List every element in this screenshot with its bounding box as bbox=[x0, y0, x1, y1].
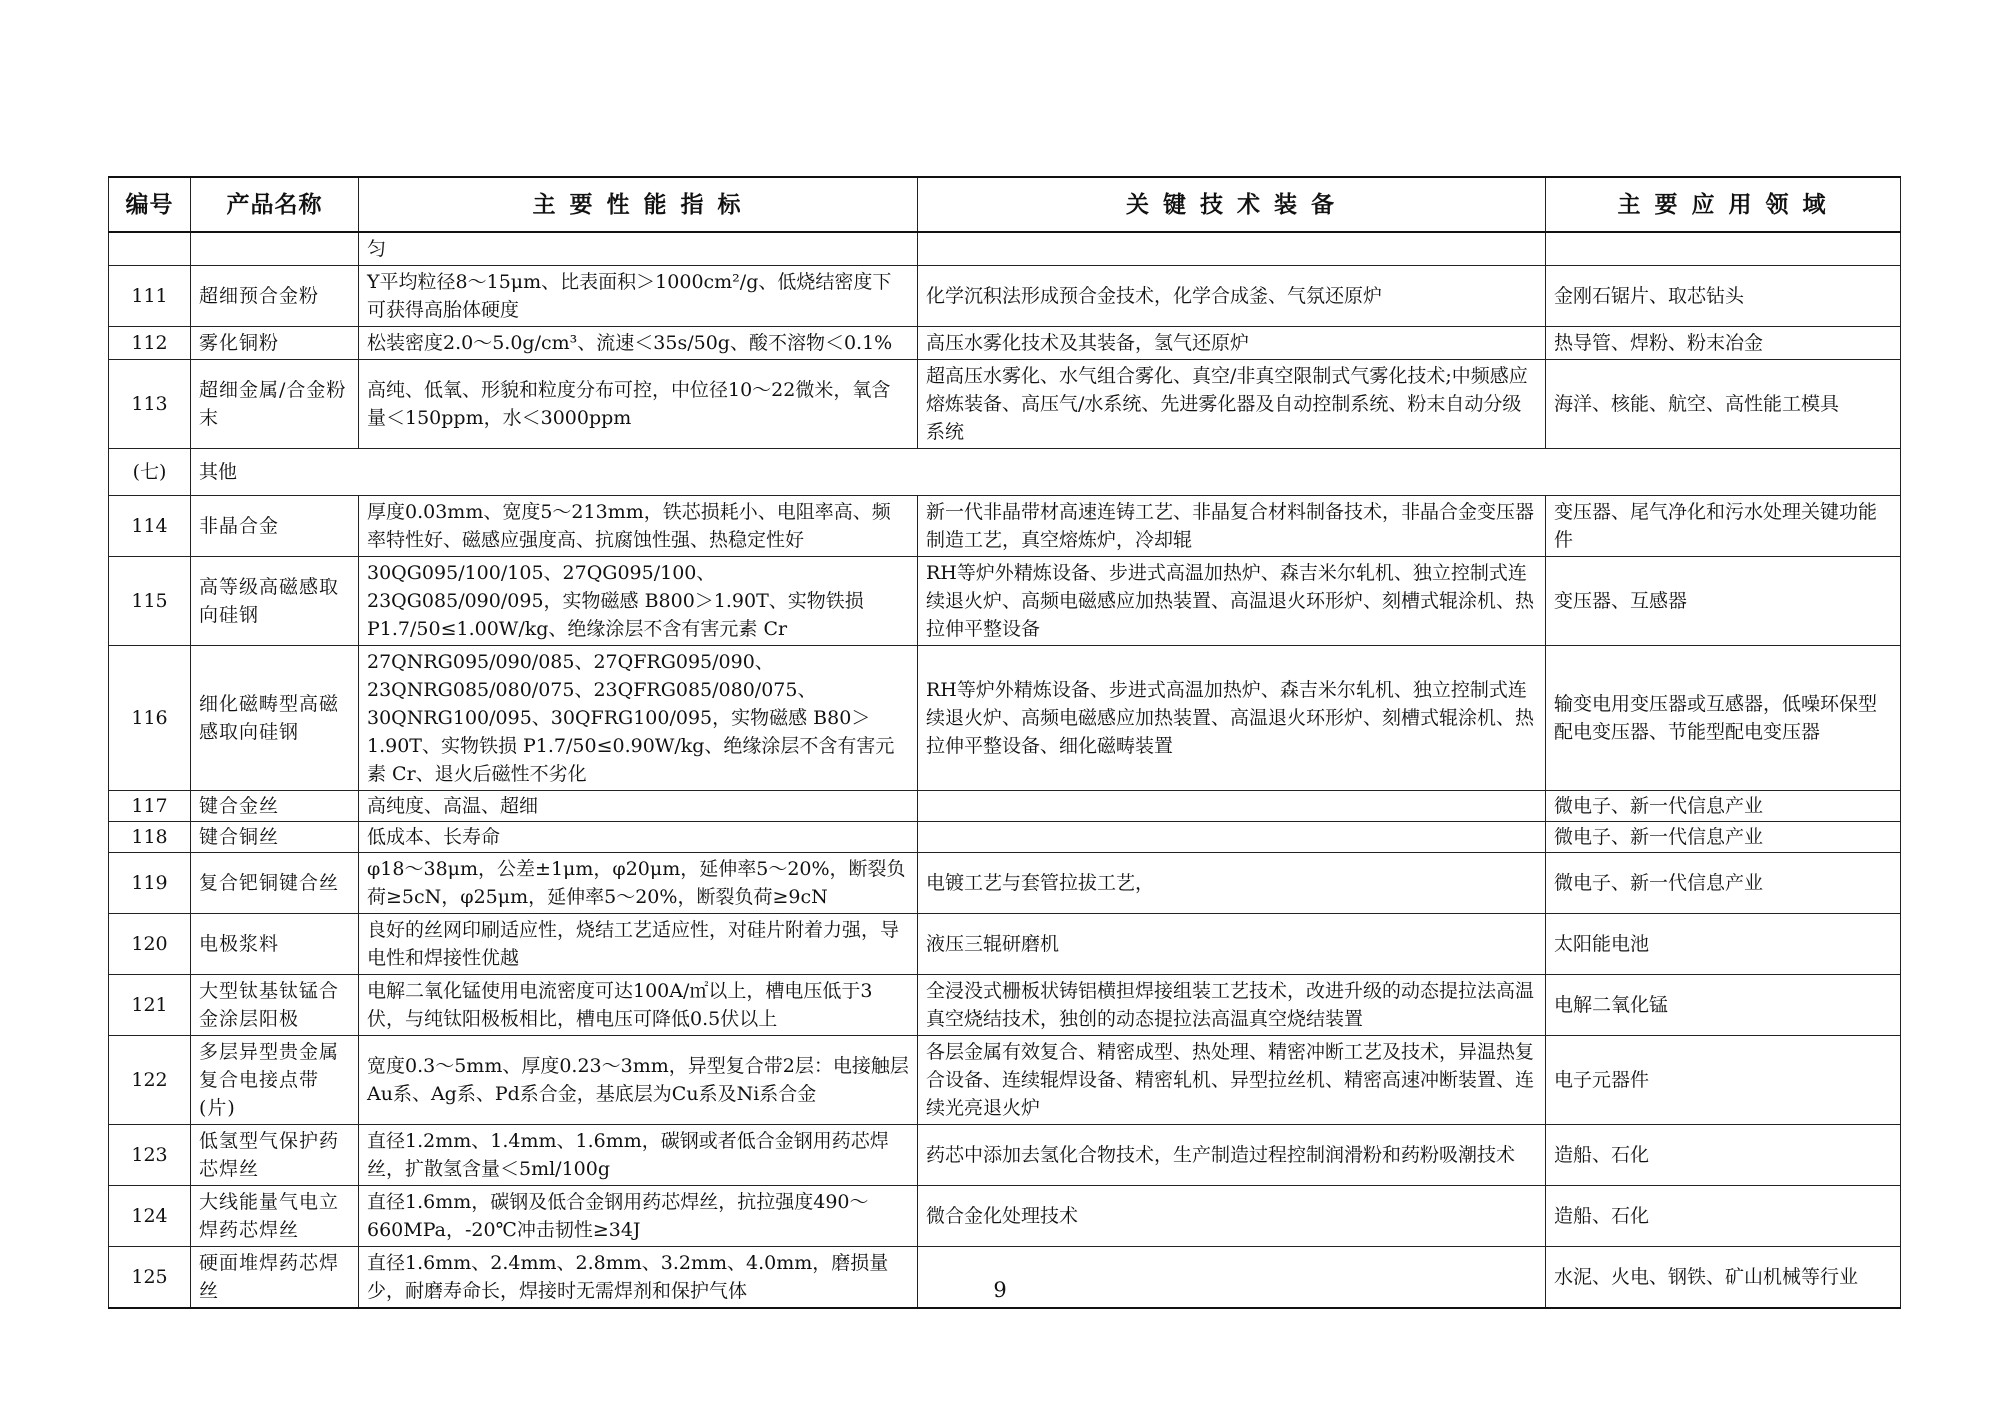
cell-equipment: 各层金属有效复合、精密成型、热处理、精密冲断工艺及技术，异温热复合设备、连续辊焊设备、精密轧机、异型拉丝机、精密高速冲断装置、连续光亮退火炉 bbox=[918, 1036, 1546, 1125]
cell-number: 119 bbox=[109, 853, 191, 914]
cell-number: 122 bbox=[109, 1036, 191, 1125]
table-row bbox=[109, 1186, 1901, 1247]
cell-performance: 直径1.6mm、2.4mm、2.8mm、3.2mm、4.0mm，磨损量少，耐磨寿命长，焊接时无需焊剂和保护气体 bbox=[359, 1247, 918, 1309]
cell-name bbox=[191, 232, 359, 266]
cell-application: 太阳能电池 bbox=[1546, 914, 1901, 975]
cell-performance: 良好的丝网印刷适应性，烧结工艺适应性，对硅片附着力强，导电性和焊接性优越 bbox=[359, 914, 918, 975]
cell-number: 120 bbox=[109, 914, 191, 975]
cell-equipment: RH等炉外精炼设备、步进式高温加热炉、森吉米尔轧机、独立控制式连续退火炉、高频电磁感应加热装置、高温退火环形炉、刻槽式辊涂机、热拉伸平整设备、细化磁畴装置 bbox=[918, 646, 1546, 791]
cell-equipment: 药芯中添加去氢化合物技术，生产制造过程控制润滑粉和药粉吸潮技术 bbox=[918, 1125, 1546, 1186]
cell-name: 键合铜丝 bbox=[191, 822, 359, 853]
cell-application: 热导管、焊粉、粉末冶金 bbox=[1546, 327, 1901, 360]
table-row bbox=[109, 557, 1901, 646]
cell-name: 超细金属/合金粉末 bbox=[191, 360, 359, 449]
cell-name: 复合钯铜键合丝 bbox=[191, 853, 359, 914]
cell-name: 键合金丝 bbox=[191, 791, 359, 822]
cell-performance: 27QNRG095/090/085、27QFRG095/090、23QNRG085/080/075、23QFRG085/080/075、30QNRG100/095、30QFRG100/095，实物磁感 B80＞1.90T、实物铁损 P1.7/50≤0.90W/kg、绝缘涂层不含有害元素 Cr、退火后磁性不劣化 bbox=[359, 646, 918, 791]
cell-name: 多层异型贵金属复合电接点带(片) bbox=[191, 1036, 359, 1125]
cell-application bbox=[1546, 232, 1901, 266]
header-number: 编号 bbox=[109, 177, 191, 232]
cell-performance: 高纯、低氧、形貌和粒度分布可控，中位径10～22微米，氧含量＜150ppm，水＜3000ppm bbox=[359, 360, 918, 449]
table-row bbox=[109, 791, 1901, 822]
cell-application: 微电子、新一代信息产业 bbox=[1546, 791, 1901, 822]
cell-number: 113 bbox=[109, 360, 191, 449]
cell-application: 金刚石锯片、取芯钻头 bbox=[1546, 266, 1901, 327]
table-row bbox=[109, 360, 1901, 449]
cell-name: 硬面堆焊药芯焊丝 bbox=[191, 1247, 359, 1309]
cell-equipment: 微合金化处理技术 bbox=[918, 1186, 1546, 1247]
cell-number: 123 bbox=[109, 1125, 191, 1186]
table-row bbox=[109, 822, 1901, 853]
cell-performance: Y平均粒径8～15μm、比表面积＞1000cm²/g、低烧结密度下可获得高胎体硬度 bbox=[359, 266, 918, 327]
cell-performance: 宽度0.3～5mm、厚度0.23～3mm，异型复合带2层：电接触层Au系、Ag系、Pd系合金，基底层为Cu系及Ni系合金 bbox=[359, 1036, 918, 1125]
table-row bbox=[109, 853, 1901, 914]
table-row bbox=[109, 496, 1901, 557]
cell-application: 造船、石化 bbox=[1546, 1186, 1901, 1247]
cell-application: 电子元器件 bbox=[1546, 1036, 1901, 1125]
section-title: 其他 bbox=[191, 449, 1901, 496]
cell-name: 低氢型气保护药芯焊丝 bbox=[191, 1125, 359, 1186]
product-catalog-table bbox=[108, 176, 1901, 1309]
cell-application: 电解二氧化锰 bbox=[1546, 975, 1901, 1036]
cell-performance: 电解二氧化锰使用电流密度可达100A/㎡以上，槽电压低于3伏，与纯钛阳极板相比，槽电压可降低0.5伏以上 bbox=[359, 975, 918, 1036]
table-row bbox=[109, 1036, 1901, 1125]
cell-performance: φ18～38μm，公差±1μm，φ20μm，延伸率5～20%，断裂负荷≥5cN，φ25μm，延伸率5～20%，断裂负荷≥9cN bbox=[359, 853, 918, 914]
cell-application: 微电子、新一代信息产业 bbox=[1546, 853, 1901, 914]
cell-number: 117 bbox=[109, 791, 191, 822]
section-number: (七) bbox=[109, 449, 191, 496]
cell-application: 海洋、核能、航空、高性能工模具 bbox=[1546, 360, 1901, 449]
header-equipment: 关 键 技 术 装 备 bbox=[918, 177, 1546, 232]
cell-name: 电极浆料 bbox=[191, 914, 359, 975]
cell-name: 超细预合金粉 bbox=[191, 266, 359, 327]
cell-number: 112 bbox=[109, 327, 191, 360]
cell-equipment: 高压水雾化技术及其装备，氢气还原炉 bbox=[918, 327, 1546, 360]
cell-application: 变压器、互感器 bbox=[1546, 557, 1901, 646]
cell-name: 雾化铜粉 bbox=[191, 327, 359, 360]
cell-performance: 直径1.6mm，碳钢及低合金钢用药芯焊丝，抗拉强度490～660MPa，-20℃冲击韧性≥34J bbox=[359, 1186, 918, 1247]
table-row bbox=[109, 914, 1901, 975]
table-row bbox=[109, 1125, 1901, 1186]
table-row bbox=[109, 975, 1901, 1036]
table-header-row bbox=[109, 177, 1901, 232]
cell-equipment: 化学沉积法形成预合金技术，化学合成釜、气氛还原炉 bbox=[918, 266, 1546, 327]
cell-application: 水泥、火电、钢铁、矿山机械等行业 bbox=[1546, 1247, 1901, 1309]
cell-number: 125 bbox=[109, 1247, 191, 1309]
cell-application: 造船、石化 bbox=[1546, 1125, 1901, 1186]
cell-number: 115 bbox=[109, 557, 191, 646]
table-row bbox=[109, 327, 1901, 360]
cell-name: 大型钛基钛锰合金涂层阳极 bbox=[191, 975, 359, 1036]
cell-equipment: 超高压水雾化、水气组合雾化、真空/非真空限制式气雾化技术;中频感应熔炼装备、高压气/水系统、先进雾化器及自动控制系统、粉末自动分级系统 bbox=[918, 360, 1546, 449]
cell-number: 116 bbox=[109, 646, 191, 791]
header-application: 主 要 应 用 领 域 bbox=[1546, 177, 1901, 232]
cell-performance: 高纯度、高温、超细 bbox=[359, 791, 918, 822]
cell-name: 细化磁畴型高磁感取向硅钢 bbox=[191, 646, 359, 791]
table-row bbox=[109, 646, 1901, 791]
cell-application: 微电子、新一代信息产业 bbox=[1546, 822, 1901, 853]
cell-application: 输变电用变压器或互感器，低噪环保型配电变压器、节能型配电变压器 bbox=[1546, 646, 1901, 791]
table-row-continuation bbox=[109, 232, 1901, 266]
cell-number: 118 bbox=[109, 822, 191, 853]
cell-application: 变压器、尾气净化和污水处理关键功能件 bbox=[1546, 496, 1901, 557]
section-row bbox=[109, 449, 1901, 496]
cell-equipment bbox=[918, 232, 1546, 266]
header-performance: 主 要 性 能 指 标 bbox=[359, 177, 918, 232]
table-row bbox=[109, 266, 1901, 327]
cell-name: 非晶合金 bbox=[191, 496, 359, 557]
cell-performance: 松装密度2.0～5.0g/cm³、流速＜35s/50g、酸不溶物＜0.1% bbox=[359, 327, 918, 360]
cell-number: 121 bbox=[109, 975, 191, 1036]
cell-name: 高等级高磁感取向硅钢 bbox=[191, 557, 359, 646]
cell-equipment: 电镀工艺与套管拉拔工艺， bbox=[918, 853, 1546, 914]
cell-equipment: 新一代非晶带材高速连铸工艺、非晶复合材料制备技术，非晶合金变压器制造工艺，真空熔炼炉，冷却辊 bbox=[918, 496, 1546, 557]
cell-name: 大线能量气电立焊药芯焊丝 bbox=[191, 1186, 359, 1247]
cell-performance: 低成本、长寿命 bbox=[359, 822, 918, 853]
cell-number bbox=[109, 232, 191, 266]
cell-performance: 厚度0.03mm、宽度5～213mm，铁芯损耗小、电阻率高、频率特性好、磁感应强度高、抗腐蚀性强、热稳定性好 bbox=[359, 496, 918, 557]
cell-number: 111 bbox=[109, 266, 191, 327]
cell-performance: 匀 bbox=[359, 232, 918, 266]
cell-performance: 30QG095/100/105、27QG095/100、23QG085/090/095，实物磁感 B800＞1.90T、实物铁损 P1.7/50≤1.00W/kg、绝缘涂层不含有害元素 Cr bbox=[359, 557, 918, 646]
cell-equipment: RH等炉外精炼设备、步进式高温加热炉、森吉米尔轧机、独立控制式连续退火炉、高频电磁感应加热装置、高温退火环形炉、刻槽式辊涂机、热拉伸平整设备 bbox=[918, 557, 1546, 646]
header-product-name: 产品名称 bbox=[191, 177, 359, 232]
page-number: 9 bbox=[993, 1278, 1007, 1302]
cell-equipment: 液压三辊研磨机 bbox=[918, 914, 1546, 975]
cell-number: 124 bbox=[109, 1186, 191, 1247]
cell-number: 114 bbox=[109, 496, 191, 557]
cell-equipment: 全浸没式栅板状铸铝横担焊接组装工艺技术，改进升级的动态提拉法高温真空烧结技术，独创的动态提拉法高温真空烧结装置 bbox=[918, 975, 1546, 1036]
cell-performance: 直径1.2mm、1.4mm、1.6mm，碳钢或者低合金钢用药芯焊丝，扩散氢含量＜5ml/100g bbox=[359, 1125, 918, 1186]
cell-equipment bbox=[918, 822, 1546, 853]
cell-equipment bbox=[918, 791, 1546, 822]
